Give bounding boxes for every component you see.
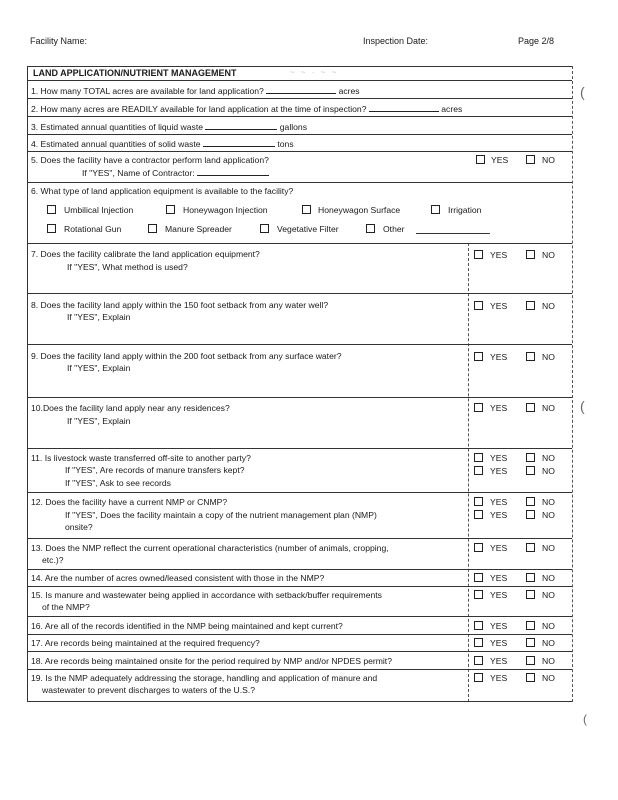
contractor-name-input[interactable]: [197, 167, 269, 176]
table-right-border: [572, 66, 573, 702]
q17-no-label: NO: [542, 638, 555, 648]
q17-text: 17. Are records being maintained at the required frequency?: [31, 638, 260, 648]
q3-text: 3. Estimated annual quantities of liquid waste: [31, 122, 203, 132]
q10-sub: If "YES", Explain: [67, 416, 131, 426]
q13-text: 13. Does the NMP reflect the current operational characteristics (number of animals, cropping,: [31, 543, 389, 553]
q14-text: 14. Are the number of acres owned/leased consistent with those in the NMP?: [31, 573, 325, 583]
q18-yes-checkbox[interactable]: [474, 656, 483, 665]
q12-sub2: onsite?: [65, 522, 93, 532]
row-divider: [27, 586, 572, 587]
q1-unit: acres: [338, 86, 360, 96]
q16-no-checkbox[interactable]: [526, 621, 535, 630]
q2-text: 2. How many acres are READILY available for land application at the time of inspection?: [31, 104, 367, 114]
option-label: Manure Spreader: [165, 224, 232, 234]
option-label: Vegetative Filter: [277, 224, 339, 234]
row-divider: [27, 669, 572, 670]
q19-no-checkbox[interactable]: [526, 673, 535, 682]
q16-text: 16. Are all of the records identified in the NMP being maintained and kept current?: [31, 621, 343, 631]
q7-yes-checkbox[interactable]: [474, 250, 483, 259]
q12-text: 12. Does the facility have a current NMP or CNMP?: [31, 497, 228, 507]
section-title: LAND APPLICATION/NUTRIENT MANAGEMENT: [33, 68, 237, 78]
q12a-no-label: NO: [542, 510, 555, 520]
q16-no-label: NO: [542, 621, 555, 631]
q12-no-label: NO: [542, 497, 555, 507]
q19-yes-label: YES: [490, 673, 508, 683]
q19-no-label: NO: [542, 673, 555, 683]
option-label: Honeywagon Surface: [318, 205, 401, 215]
q1-text: 1. How many TOTAL acres are available for land application?: [31, 86, 264, 96]
q19-text: 19. Is the NMP adequately addressing the storage, handling and application of manure and: [31, 673, 378, 683]
q8-text: 8. Does the facility land apply within the 150 foot setback from any water well?: [31, 300, 329, 310]
q5-sub-text: If "YES", Name of Contractor:: [82, 168, 195, 178]
q16-yes-checkbox[interactable]: [474, 621, 483, 630]
row-divider: [27, 151, 572, 152]
q15-text2: of the NMP?: [42, 602, 90, 612]
q17-no-checkbox[interactable]: [526, 638, 535, 647]
q9-no-checkbox[interactable]: [526, 352, 535, 361]
q10-no-checkbox[interactable]: [526, 403, 535, 412]
q4-unit: tons: [277, 139, 294, 149]
q5-no-checkbox[interactable]: [526, 155, 535, 164]
q12a-yes-checkbox[interactable]: [474, 510, 483, 519]
q15-yes-label: YES: [490, 590, 508, 600]
q7-text: 7. Does the facility calibrate the land application equipment?: [31, 249, 260, 259]
q8-no-label: NO: [542, 301, 555, 311]
q5-yes-label: YES: [491, 155, 509, 165]
q12-yes-checkbox[interactable]: [474, 497, 483, 506]
q1-input[interactable]: [266, 85, 336, 94]
row-divider: [27, 448, 572, 449]
q12a-no-checkbox[interactable]: [526, 510, 535, 519]
option-label: Honeywagon Injection: [183, 205, 268, 215]
q13-no-label: NO: [542, 543, 555, 553]
other-input[interactable]: [416, 233, 490, 234]
option-label: Rotational Gun: [64, 224, 122, 234]
q14-no-label: NO: [542, 573, 555, 583]
row-divider: [27, 134, 572, 135]
q12-sub1: If "YES", Does the facility maintain a copy of the nutrient management plan (NMP): [65, 510, 377, 520]
q12-yes-label: YES: [490, 497, 508, 507]
q18-yes-label: YES: [490, 656, 508, 666]
row-divider: [27, 98, 572, 99]
q4-input[interactable]: [203, 138, 275, 147]
q5-text: 5. Does the facility have a contractor perform land application?: [31, 155, 269, 165]
q8-yes-label: YES: [490, 301, 508, 311]
rotational-gun-checkbox[interactable]: [47, 224, 56, 233]
row-divider: [27, 492, 572, 493]
row-divider: [27, 243, 572, 244]
q11a-no-label: NO: [542, 466, 555, 476]
row-divider: [27, 293, 572, 294]
row-divider: [27, 538, 572, 539]
q9-text: 9. Does the facility land apply within the 200 foot setback from any surface water?: [31, 351, 342, 361]
q4-text: 4. Estimated annual quantities of solid waste: [31, 139, 201, 149]
facility-name-label: Facility Name:: [30, 36, 88, 46]
q14-yes-checkbox[interactable]: [474, 573, 483, 582]
q8-sub: If "YES", Explain: [67, 312, 131, 322]
table-left-border: [27, 66, 28, 702]
q7-yes-label: YES: [490, 250, 508, 260]
umbilical-injection-checkbox[interactable]: [47, 205, 56, 214]
q11-no-checkbox[interactable]: [526, 453, 535, 462]
q11-sub2: If "YES", Ask to see records: [65, 478, 171, 488]
q11-yes-label: YES: [490, 453, 508, 463]
q11-sub1: If "YES", Are records of manure transfers kept?: [65, 465, 245, 475]
q8-no-checkbox[interactable]: [526, 301, 535, 310]
q9-no-label: NO: [542, 352, 555, 362]
q2: [31, 103, 462, 114]
q15-yes-checkbox[interactable]: [474, 590, 483, 599]
inspection-date-label: Inspection Date:: [363, 36, 429, 46]
option-label: Umbilical Injection: [64, 205, 134, 215]
q15-no-checkbox[interactable]: [526, 590, 535, 599]
q11a-no-checkbox[interactable]: [526, 466, 535, 475]
vegetative-filter-checkbox[interactable]: [260, 224, 269, 233]
page-number: Page 2/8: [518, 36, 555, 46]
other-checkbox[interactable]: [366, 224, 375, 233]
row-divider: [27, 182, 572, 183]
q10-no-label: NO: [542, 403, 555, 413]
row-divider: [27, 651, 572, 652]
row-divider: [27, 569, 572, 570]
q18-no-label: NO: [542, 656, 555, 666]
q3-unit: gallons: [279, 122, 307, 132]
row-divider: [27, 634, 572, 635]
q3-input[interactable]: [205, 121, 277, 130]
q10-text: 10.Does the facility land apply near any residences?: [31, 403, 230, 413]
q1: [31, 85, 360, 96]
q17-yes-label: YES: [490, 638, 508, 648]
q11a-yes-label: YES: [490, 466, 508, 476]
q15-text: 15. Is manure and wastewater being applied in accordance with setback/buffer requirements: [31, 590, 382, 600]
manure-spreader-checkbox[interactable]: [148, 224, 157, 233]
q17-yes-checkbox[interactable]: [474, 638, 483, 647]
q3: [31, 121, 307, 132]
row-divider: [27, 344, 572, 345]
q13-text2: etc.)?: [42, 555, 64, 565]
q6-text: 6. What type of land application equipment is available to the facility?: [31, 186, 294, 196]
q12a-yes-label: YES: [490, 510, 508, 520]
q19-yes-checkbox[interactable]: [474, 673, 483, 682]
q16-yes-label: YES: [490, 621, 508, 631]
q10-yes-checkbox[interactable]: [474, 403, 483, 412]
table-bottom-border: [27, 701, 572, 702]
honeywagon-injection-checkbox[interactable]: [166, 205, 175, 214]
q13-yes-checkbox[interactable]: [474, 543, 483, 552]
row-divider: [27, 616, 572, 617]
scan-mark: (: [580, 84, 585, 100]
q9-yes-label: YES: [490, 352, 508, 362]
q18-text: 18. Are records being maintained onsite for the period required by NMP and/or NPDES permit?: [31, 656, 392, 666]
q7-no-checkbox[interactable]: [526, 250, 535, 259]
q9-yes-checkbox[interactable]: [474, 352, 483, 361]
q5-no-label: NO: [542, 155, 555, 165]
q11a-yes-checkbox[interactable]: [474, 466, 483, 475]
table-top-border: [27, 66, 572, 67]
option-label: Other: [383, 224, 405, 234]
q13-yes-label: YES: [490, 543, 508, 553]
q5-yes-checkbox[interactable]: [476, 155, 485, 164]
q14-yes-label: YES: [490, 573, 508, 583]
row-divider: [27, 80, 572, 81]
q19-text2: wastewater to prevent discharges to waters of the U.S.?: [42, 685, 256, 695]
q14-no-checkbox[interactable]: [526, 573, 535, 582]
q5-sub: [82, 167, 269, 178]
q7-sub: If "YES", What method is used?: [67, 262, 188, 272]
q11-no-label: NO: [542, 453, 555, 463]
q15-no-label: NO: [542, 590, 555, 600]
row-divider: [27, 397, 572, 398]
q8-yes-checkbox[interactable]: [474, 301, 483, 310]
option-label: Irrigation: [448, 205, 482, 215]
q4: [31, 138, 294, 149]
q2-input[interactable]: [369, 103, 439, 112]
scan-mark: (: [583, 712, 587, 726]
q7-no-label: NO: [542, 250, 555, 260]
irrigation-checkbox[interactable]: [431, 205, 440, 214]
scan-noise: ~ ~ · ~ ~: [290, 68, 339, 77]
q11-text: 11. Is livestock waste transferred off-site to another party?: [31, 453, 251, 463]
q11-yes-checkbox[interactable]: [474, 453, 483, 462]
q10-yes-label: YES: [490, 403, 508, 413]
honeywagon-surface-checkbox[interactable]: [302, 205, 311, 214]
q12-no-checkbox[interactable]: [526, 497, 535, 506]
q9-sub: If "YES", Explain: [67, 363, 131, 373]
row-divider: [27, 116, 572, 117]
q2-unit: acres: [441, 104, 463, 114]
scan-mark: (: [580, 398, 585, 414]
q13-no-checkbox[interactable]: [526, 543, 535, 552]
q18-no-checkbox[interactable]: [526, 656, 535, 665]
